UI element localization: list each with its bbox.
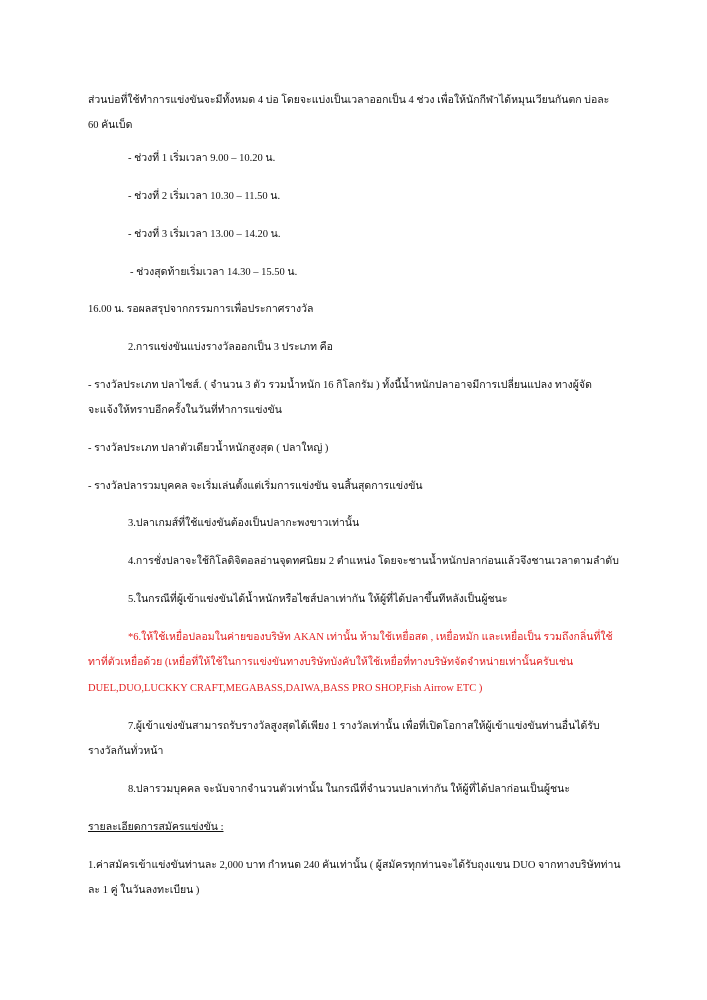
- rule-6-line-3: DUEL,DUO,LUCKKY CRAFT,MEGABASS,DAIWA,BASS PRO SHOP,Fish Airrow ETC ): [88, 683, 483, 694]
- registration-heading: รายละเอียดการสมัครแข่งขัน :: [88, 822, 224, 833]
- rule-5: 5.ในกรณีที่ผู้เข้าแข่งขันได้น้ำหนักหรือไซส์ปลาเท่ากัน ให้ผู้ที่ได้ปลาขึ้นทีหลังเป็นผู้ชนะ: [128, 594, 508, 605]
- rule-2: 2.การแข่งขันแบ่งรางวัลออกเป็น 3 ประเภท คือ: [128, 342, 333, 353]
- registration-fee-line-1: 1.ค่าสมัครเข้าแข่งขันท่านละ 2,000 บาท กำหนด 240 คันเท่านั้น ( ผู้สมัครทุกท่านจะได้รับถุงแขน DUO จากทางบริษัทท่าน: [88, 860, 621, 871]
- round-1: - ช่วงที่ 1 เริ่มเวลา 9.00 – 10.20 น.: [128, 153, 276, 164]
- rule-6-line-2: ทาที่ตัวเหยื่อด้วย (เหยื่อที่ให้ใช้ในการแข่งขันทางบริษัทบังคับให้ใช้เหยื่อที่ทางบริษัทจัดจำหน่ายเท่านั้นครับเช่น: [88, 657, 574, 668]
- prize-size-line-1: - รางวัลประเภท ปลาไซส์. ( จำนวน 3 ตัว รวมน้ำหนัก 16 กิโลกรัม ) ทั้งนี้น้ำหนักปลาอาจมีการเปลี่ยนแปลง ทางผู้จัด: [88, 380, 592, 391]
- rule-4: 4.การชั่งปลาจะใช้กิโลดิจิตอลอ่านจุดทศนิยม 2 ตำแหน่ง โดยจะชานน้ำหนักปลาก่อนแล้วจึงชานเวลาตามลำดับ: [128, 556, 619, 567]
- rule-3: 3.ปลาเกมส์ที่ใช้แข่งขันต้องเป็นปลากะพงขาวเท่านั้น: [128, 518, 360, 529]
- prize-big-fish: - รางวัลประเภท ปลาตัวเดียวน้ำหนักสูงสุด ( ปลาใหญ่ ): [88, 443, 329, 454]
- rule-7-line-2: รางวัลกันทั่วหน้า: [88, 746, 164, 757]
- registration-fee-line-2: ละ 1 คู่ ในวันลงทะเบียน ): [88, 885, 200, 896]
- round-last: - ช่วงสุดท้ายเริ่มเวลา 14.30 – 15.50 น.: [130, 267, 298, 278]
- intro-line-2: 60 คันเบ็ด: [88, 120, 133, 131]
- intro-line-1: ส่วนบ่อที่ใช้ทำการแข่งขันจะมีทั้งหมด 4 บ่อ โดยจะแบ่งเป็นเวลาออกเป็น 4 ช่วง เพื่อให้นักกีฬาได้หมุนเวียนกันตก บ่อละ: [88, 95, 610, 106]
- prize-size-line-2: จะแจ้งให้ทราบอีกครั้งในวันที่ทำการแข่งขัน: [88, 405, 282, 416]
- rule-6-line-1: *6.ให้ใช้เหยื่อปลอมในค่ายของบริษัท AKAN เท่านั้น ห้ามใช้เหยื่อสด , เหยื่อหมัก และเหยื่อเป็น รวมถึงกลิ่นที่ใช้: [128, 632, 613, 643]
- result-time: 16.00 น. รอผลสรุปจากกรรมการเพื่อประกาศรางวัล: [88, 304, 314, 315]
- rule-7-line-1: 7.ผู้เข้าแข่งขันสามารถรับรางวัลสูงสุดได้เพียง 1 รางวัลเท่านั้น เพื่อที่เปิดโอกาสให้ผู้เข้าแข่งขันท่านอื่นได้รับ: [128, 721, 600, 732]
- prize-total: - รางวัลปลารวมบุคคล จะเริ่มเล่นตั้งแต่เริ่มการแข่งขัน จนสิ้นสุดการแข่งขัน: [88, 481, 423, 492]
- round-3: - ช่วงที่ 3 เริ่มเวลา 13.00 – 14.20 น.: [128, 229, 281, 240]
- round-2: - ช่วงที่ 2 เริ่มเวลา 10.30 – 11.50 น.: [128, 191, 281, 202]
- rule-8: 8.ปลารวมบุคคล จะนับจากจำนวนตัวเท่านั้น ในกรณีที่จำนวนปลาเท่ากัน ให้ผู้ที่ได้ปลาก่อนเป็นผู้ชนะ: [128, 784, 570, 795]
